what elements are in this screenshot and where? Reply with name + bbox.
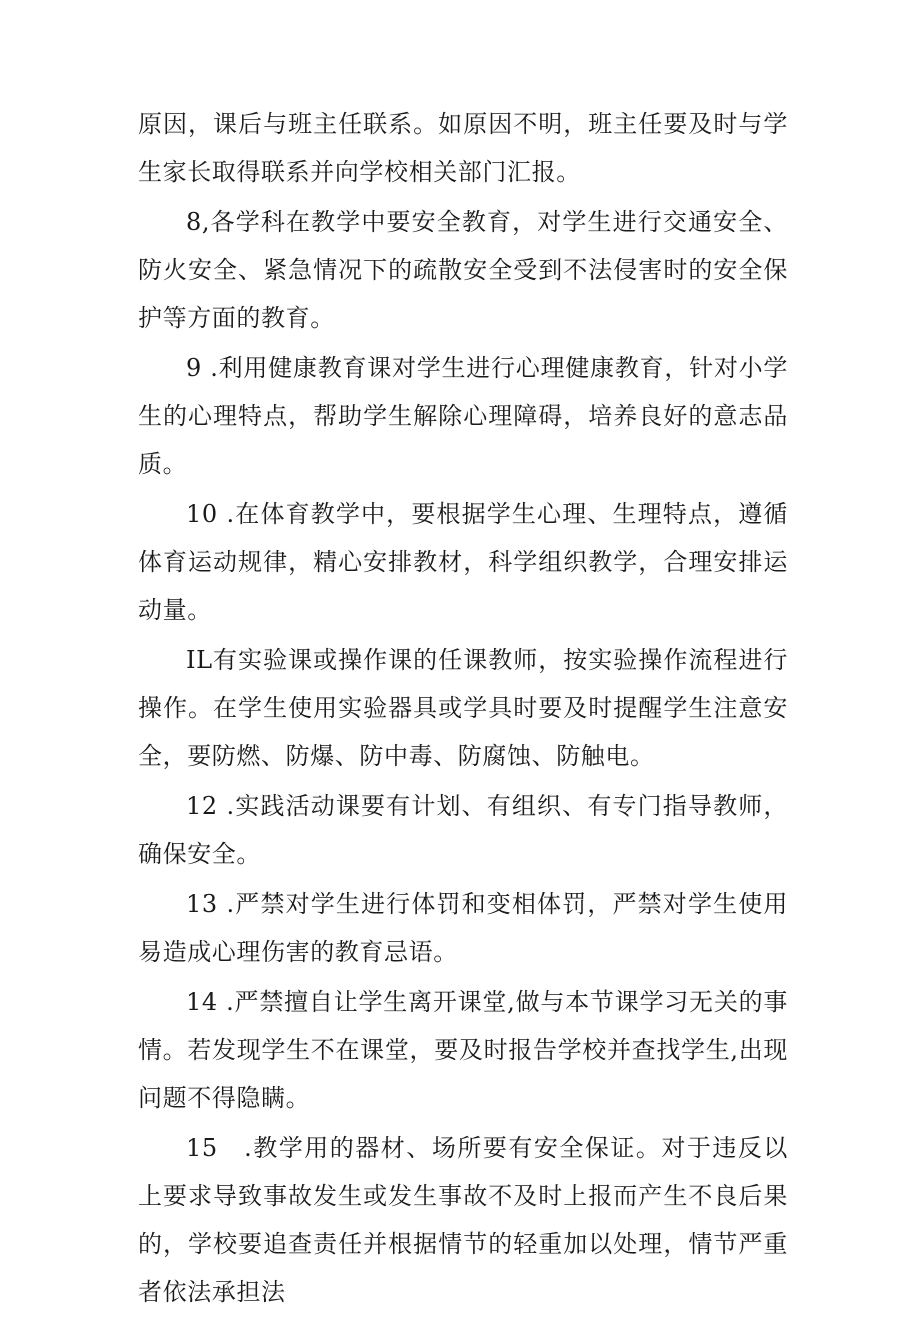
paragraph-item-12: 12 .实践活动课要有计划、有组织、有专门指导教师，确保安全。 bbox=[138, 792, 788, 868]
paragraph-continuation: 原因，课后与班主任联系。如原因不明，班主任要及时与学生家长取得联系并向学校相关部门汇报。 bbox=[138, 110, 788, 186]
paragraph-item-10: 10 .在体育教学中，要根据学生心理、生理特点，遵循体育运动规律，精心安排教材，科学组织教学，合理安排运动量。 bbox=[138, 500, 788, 624]
paragraph-item-15: 15 .教学用的器材、场所要有安全保证。对于违反以上要求导致事故发生或发生事故不及时上报而产生不良后果的，学校要追查责任并根据情节的轻重加以处理，情节严重者依法承担法 bbox=[138, 1134, 788, 1306]
paragraph-item-9: 9 .利用健康教育课对学生进行心理健康教育，针对小学生的心理特点，帮助学生解除心理障碍，培养良好的意志品质。 bbox=[138, 354, 788, 478]
document-body bbox=[138, 100, 788, 1318]
paragraph-item-11: IL有实验课或操作课的任课教师，按实验操作流程进行操作。在学生使用实验器具或学具时要及时提醒学生注意安全，要防燃、防爆、防中毒、防腐蚀、防触电。 bbox=[138, 646, 788, 770]
paragraph-item-14: 14 .严禁擅自让学生离开课堂,做与本节课学习无关的事情。若发现学生不在课堂，要及时报告学校并查找学生,出现问题不得隐瞒。 bbox=[138, 988, 788, 1112]
paragraph-item-8: 8,各学科在教学中要安全教育，对学生进行交通安全、防火安全、紧急情况下的疏散安全受到不法侵害时的安全保护等方面的教育。 bbox=[138, 208, 788, 332]
paragraph-item-13: 13 .严禁对学生进行体罚和变相体罚，严禁对学生使用易造成心理伤害的教育忌语。 bbox=[138, 890, 788, 966]
